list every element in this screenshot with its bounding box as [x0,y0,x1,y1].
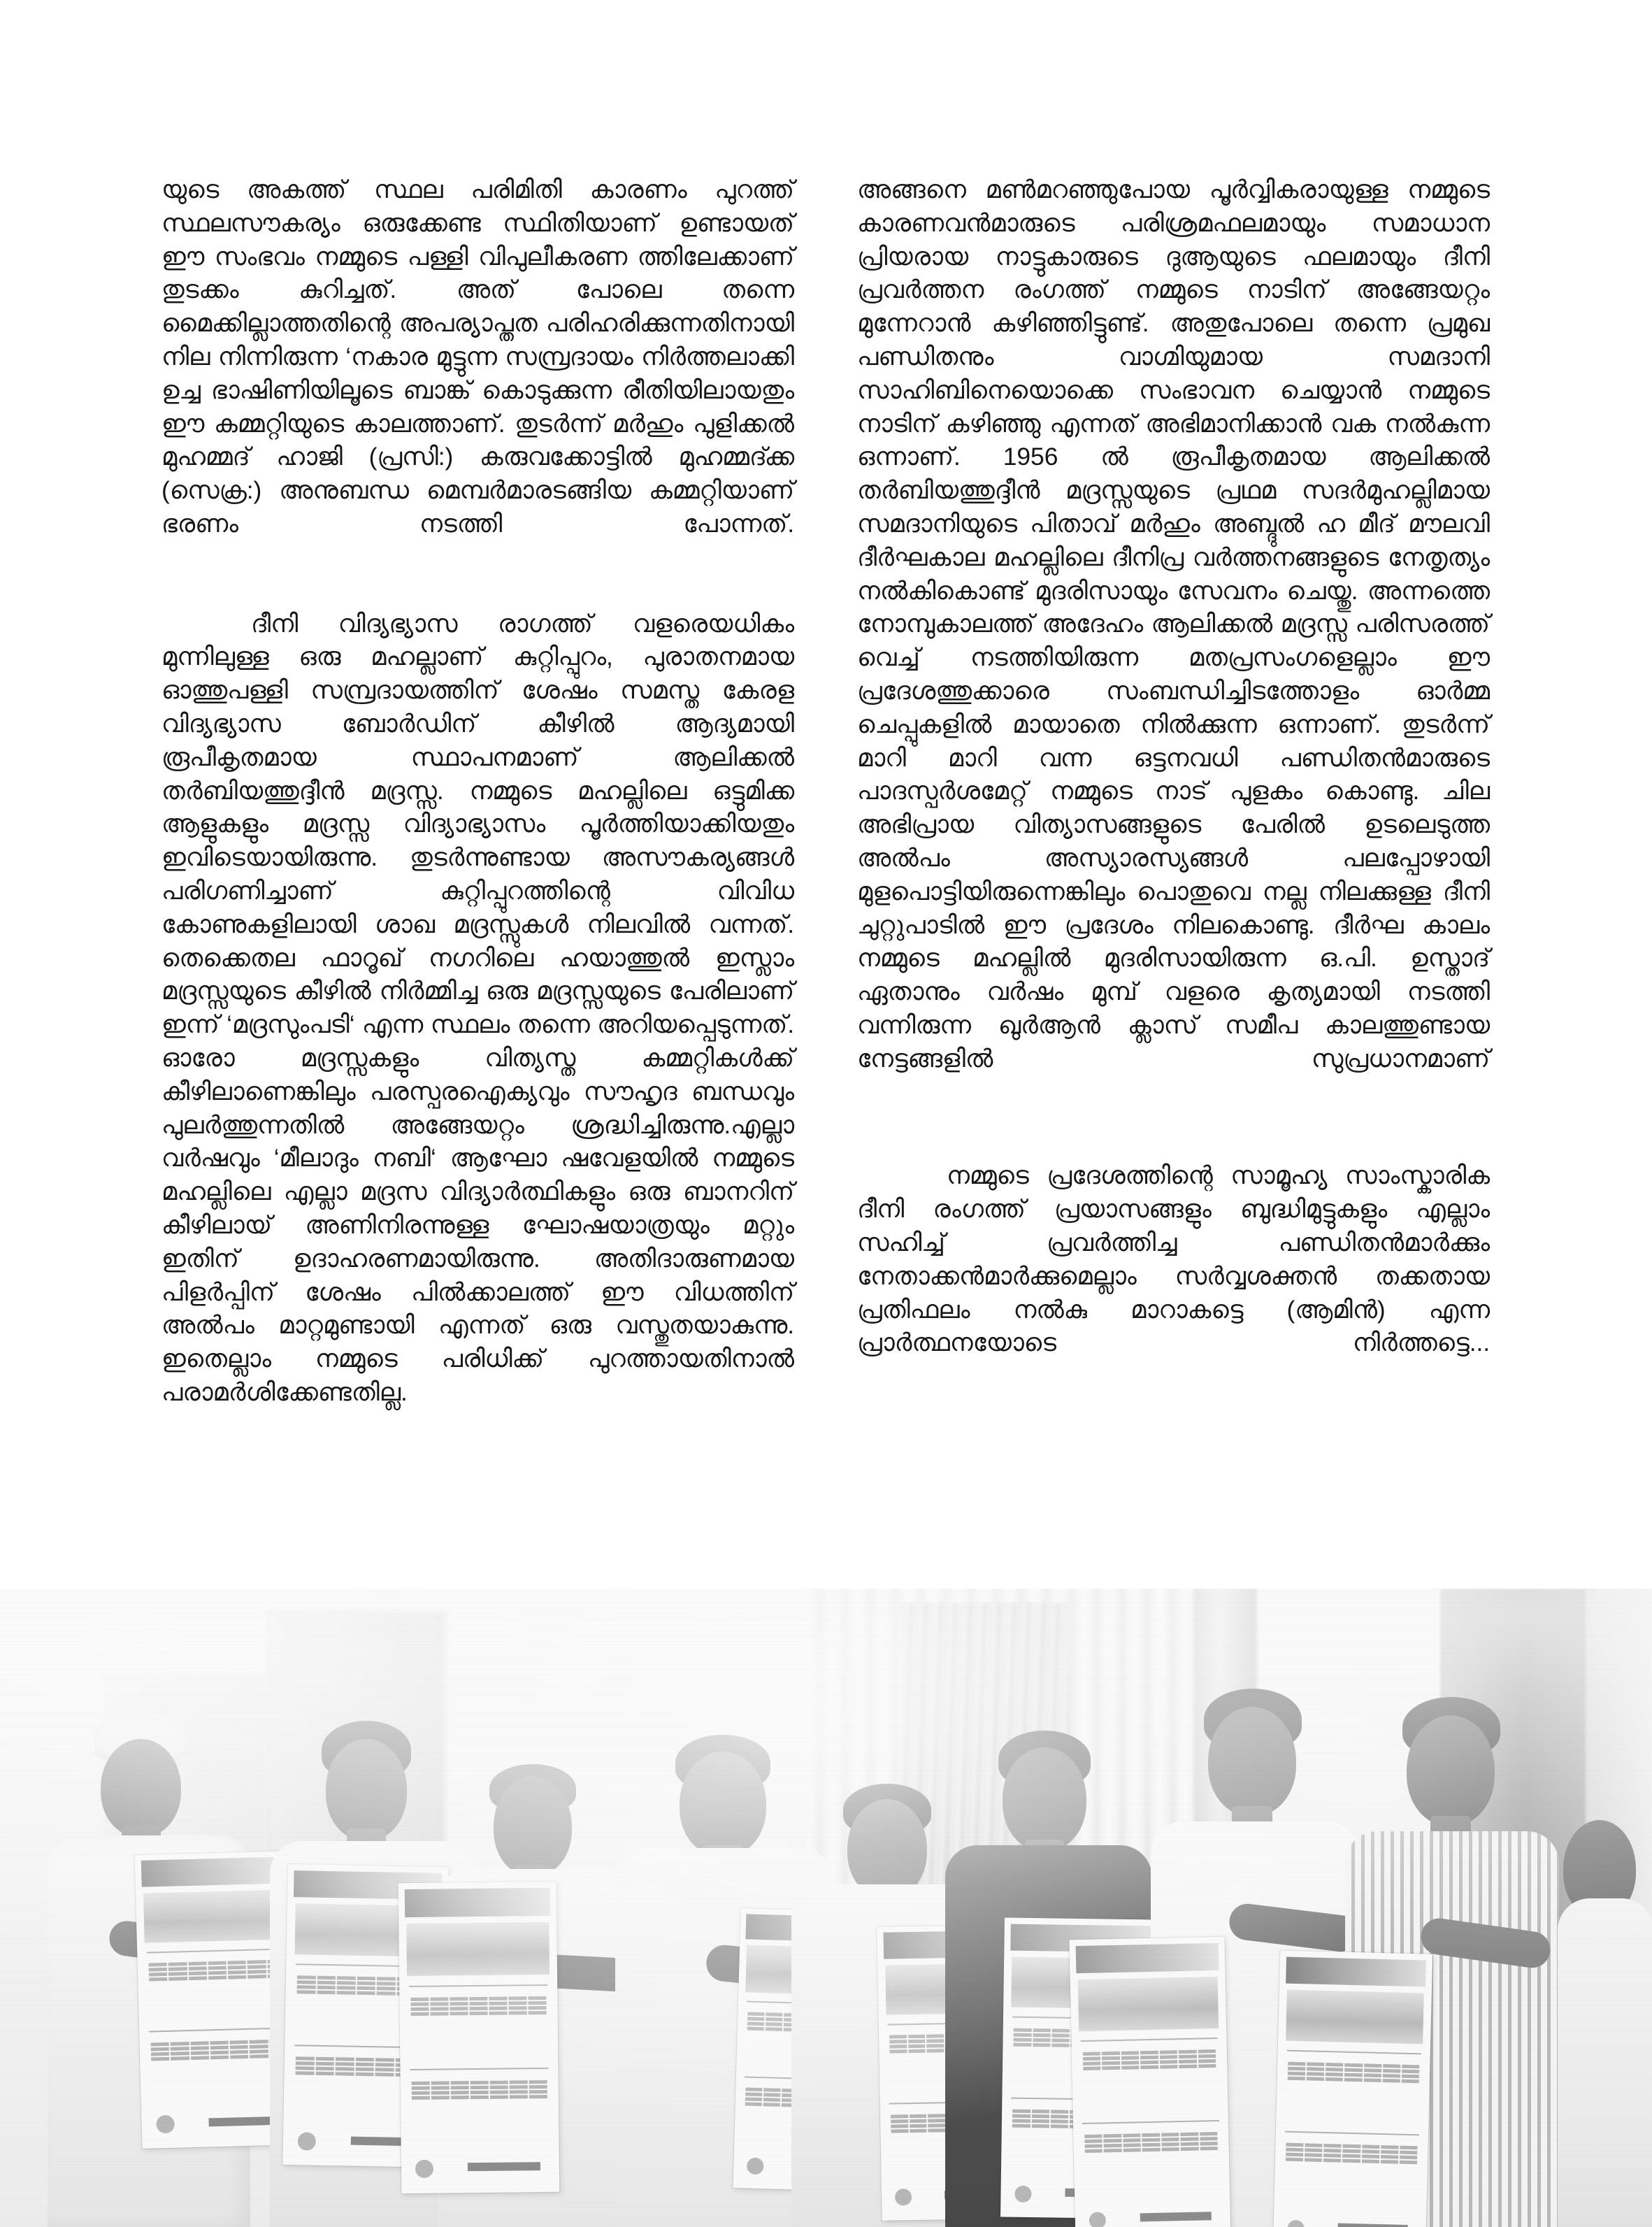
photo-calendar [398,1882,560,2193]
calendar-month-grid [1288,2062,1419,2084]
calendar-logo [747,2158,764,2175]
photo-person-head [1003,1747,1086,1851]
calendar-photo-band [407,1922,550,1977]
paragraph: അങ്ങനെ മൺമറഞ്ഞുപോയ പൂർവ്വികരായുള്ള നമ്മുടെ കാരണവൻമാരുടെ പരിശ്രമഫലമായും സമാധാന പ്രിയരായ നാട്ടുകാരുടെ ദുആയുടെ ഫലമായും ദീനി പ്രവർത്തന രംഗത്ത് നമ്മുടെ നാടിന് അങ്ങേയറ്റം മുന്നേറാൻ കഴിഞ്ഞിട്ടുണ്ട്. അതുപോലെ തന്നെ പ്രമുഖ പണ്ഡിതനും വാഗ്മിയുമായ സമദാനി സാഹിബിനെയൊക്കെ സംഭാവന ചെയ്യാൻ നമ്മുടെ നാടിന് കഴിഞ്ഞു എന്നത് അഭിമാനിക്കാൻ വക നൽകുന്ന ഒന്നാണ്. 1956 ൽ രൂപീകൃതമായ ആലിക്കൽ തർബിയത്തുദ്ദീൻ മദ്രസ്സയുടെ പ്രഥമ സദർമുഹല്ലിമായ സമദാനിയുടെ പിതാവ് മർഹും അബ്ദുൽ ഹ മീദ് മൗലവി ദീർഘകാല മഹല്ലിലെ ദീനിപ്ര വർത്തനങ്ങളുടെ നേതൃത്യം നൽകികൊണ്ട് മുദരിസായും സേവനം ചെയ്തു. അന്നത്തെ നോമ്പുകാലത്ത് അദേഹം ആലിക്കൽ മദ്രസ്സ പരിസരത്ത് വെച്ച് നടത്തിയിരുന്ന മതപ്രസംഗളെല്ലാം ഈ പ്രദേശത്തുക്കാരെ സംബന്ധിച്ചിടത്തോളം ഓർമ്മ ചെപ്പുകളിൽ മായാതെ നിൽക്കുന്ന ഒന്നാണ്. തുടർന്ന് മാറി മാറി വന്ന ഒട്ടനവധി പണ്ഡിതൻമാരുടെ പാദസ്പർശമേറ്റ് നമ്മുടെ നാട് പുളകം കൊണ്ടു. ചില അഭിപ്രായ വിത്യാസങ്ങളുടെ പേരിൽ ഉടലെടുത്ത അൽപം അസ്യാരസ്യങ്ങൾ പലപ്പോഴായി മുളപൊട്ടിയിരുന്നെങ്കിലും പൊതുവെ നല്ല നിലക്കുള്ള ദീനി ചുറ്റുപാടിൽ ഈ പ്രദേശം നിലകൊണ്ടു. ദീർഘ കാലം നമ്മുടെ മഹല്ലിൽ മുദരിസായിരുന്ന ഒ.പി. ഉസ്താദ് ഏതാനും വർഷം മുമ്പ് വളരെ കൃത്യമായി നടത്തി വന്നിരുന്ന ഖുർആൻ ക്ലാസ് സമീപ കാലത്തുണ്ടായ നേട്ടങ്ങളിൽ സുപ്രധാനമാണ് [857,176,1490,1073]
photo-calendar [1273,1950,1432,2227]
photograph-image [0,1589,1652,2227]
photo-person-head [101,1739,181,1837]
calendar-photo-band [1286,1990,1424,2045]
article-body [161,173,1490,1565]
photo-person-torso [1558,1898,1652,2227]
calendar-month-grid [149,1960,287,1982]
calendar-logo [895,2189,912,2205]
calendar-photo-band [1078,1977,1219,2031]
calendar-rule [1082,2120,1219,2124]
calendar-month-grid [411,2080,547,2100]
calendar-footer-band [1140,2212,1212,2222]
calendar-rule [1081,2038,1217,2042]
calendar-month-grid [1082,2049,1216,2070]
calendar-rule [1285,2131,1419,2136]
calendar-header-band [1286,1956,1426,1987]
photo-person [1558,1738,1652,2227]
calendar-logo [415,2160,433,2178]
calendar-header-band [1076,1943,1219,1974]
calendar-month-grid [1286,2143,1417,2165]
calendar-rule [1287,2050,1421,2055]
calendar-rule [147,1948,287,1953]
calendar-logo [1287,2219,1305,2227]
paragraph: നമ്മുടെ പ്രദേശത്തിന്റെ സാമൂഹ്യ സാംസ്കാരിക ദീനി രംഗത്ത് പ്രയാസങ്ങളും ബുദ്ധിമുട്ടുകളും എല്ലാം സഹിച്ച് പ്രവർത്തിച്ച പണ്ഡിതൻമാർക്കും നേതാക്കൻമാർക്കുമെല്ലാം സർവ്വശക്തൻ തക്കതായ പ്രതിഫലം നൽകു മാറാകട്ടെ (ആമിൻ) എന്ന പ്രാർത്ഥനയോടെ നിർത്തട്ടെ... [857,1161,1490,1357]
paragraph: ദീനി വിദ്യഭ്യാസ രാഗത്ത് വളരെയധികം മുന്നിലുള്ള ഒരു മഹല്ലാണ് കുറ്റിപ്പുറം, പുരാതനമായ ഓത്തുപള്ളി സമ്പ്രദായത്തിന് ശേഷം സമസ്ത കേരള വിദ്യഭ്യാസ ബോർഡിന് കീഴിൽ ആദ്യമായി രൂപീകൃതമായ സ്ഥാപനമാണ് ആലിക്കൽ തർബിയത്തുദ്ദീൻ മദ്രസ്സ. നമ്മുടെ മഹല്ലിലെ ഒട്ടുമിക്ക ആളുകളും മദ്രസ്സ വിദ്യാഭ്യാസം പൂർത്തിയാക്കിയതും ഇവിടെയായിരുന്നു. തുടർന്നുണ്ടായ അസൗകര്യങ്ങൾ പരിഗണിച്ചാണ് കുറ്റിപ്പുറത്തിന്റെ വിവിധ കോണുകളിലായി ശാഖ മദ്രസ്സുകൾ നിലവിൽ വന്നത്. തെക്കെതല ഫാറൂഖ് നഗറിലെ ഹയാത്തുൽ ഇസ്ലാം മദ്രസ്സയുടെ കീഴിൽ നിർമ്മിച്ച ഒരു മദ്രസ്സയുടെ പേരിലാണ് ഇന്ന് ‘മദ്രസുംപടി‘ എന്ന സ്ഥലം തന്നെ അറിയപ്പെടുന്നത്. ഓരോ മദ്രസ്സകളും വിത്യസ്ത കമ്മറ്റികൾക്ക് കീഴിലാണെങ്കിലും പരസ്പരഐക്യവും സൗഹൃദ ബന്ധവും പുലർത്തുന്നതിൽ അങ്ങേയറ്റം ശ്രദ്ധിച്ചിരുന്നു.എല്ലാ വർഷവും ‘മീലാദും നബി‘ ആഘോ ഷവേളയിൽ നമ്മുടെ മഹല്ലിലെ എല്ലാ മദ്രസ വിദ്യാർത്ഥികളും ഒരു ബാനറിന് കീഴിലായ് അണിനിരന്നുള്ള ഘോഷയാത്രയും മറ്റും ഇതിന് ഉദാഹരണമായിരുന്നു. അതിദാരുണമായ പിളർപ്പിന് ശേഷം പിൽക്കാലത്ത് ഈ വിധത്തിന് അൽപം മാറ്റമുണ്ടായി എന്നത് ഒരു വസ്തുതയാകുന്നു. ഇതെല്ലാം നമ്മുടെ പരിധിക്ക് പുറത്തായതിനാൽ പരാമർശിക്കേണ്ടതില്ല. [161,609,794,1406]
photo-person-head [847,1799,927,1898]
calendar-header-band [141,1857,289,1887]
calendar-header-band [405,1888,550,1917]
calendar-footer-band [1337,2223,1408,2227]
photo-calendar [1069,1937,1230,2227]
article-photograph [0,1589,1652,2227]
calendar-rule [410,2068,549,2070]
calendar-month-grid [1084,2132,1218,2153]
calendar-footer-band [468,2162,540,2171]
text-column-left [161,173,794,1565]
text-column-right [857,173,1490,1565]
calendar-month-grid [410,1996,547,2016]
photo-person-head [680,1752,766,1856]
photo-person-head [494,1777,572,1876]
calendar-logo [297,2132,315,2150]
calendar-logo [1089,2212,1106,2227]
calendar-logo [1014,2185,1031,2202]
photo-person-head [1407,1715,1495,1826]
photo-person-head [1208,1707,1296,1816]
paragraph: യുടെ അകത്ത് സ്ഥല പരിമിതി കാരണം പുറത്ത് സ്ഥലസൗകര്യം ഒരുക്കേണ്ട സ്ഥിതിയാണ് ഉണ്ടായത് ഈ സംഭവം നമ്മുടെ പള്ളി വിപുലീകരണ ത്തിലേക്കാണ് തുടക്കം കുറിച്ചത്. അത് പോലെ തന്നെ മൈക്കില്ലാത്തതിന്റെ അപര്യാപ്തത പരിഹരിക്കുന്നതിനായി നില നിന്നിരുന്ന ‘നകാര മുട്ടുന്ന സമ്പ്രദായം നിർത്തലാക്കി ഉച്ച ഭാഷിണിയിലൂടെ ബാങ്ക് കൊടുക്കുന്ന രീതിയിലായതും ഈ കമ്മറ്റിയുടെ കാലത്താണ്. തുടർന്ന് മർഹും പുളിക്കൽ മുഹമ്മദ് ഹാജി (പ്രസി:) കരുവക്കോട്ടിൽ മുഹമ്മദ്ക്ക (സെക്ര:) അനുബന്ധ മെമ്പർമാരടങ്ങിയ കമ്മറ്റിയാണ് ഭരണം നടത്തി പോന്നത്. [161,176,794,538]
calendar-logo [156,2115,175,2134]
calendar-rule [409,1984,548,1986]
photo-person-head [326,1739,407,1840]
